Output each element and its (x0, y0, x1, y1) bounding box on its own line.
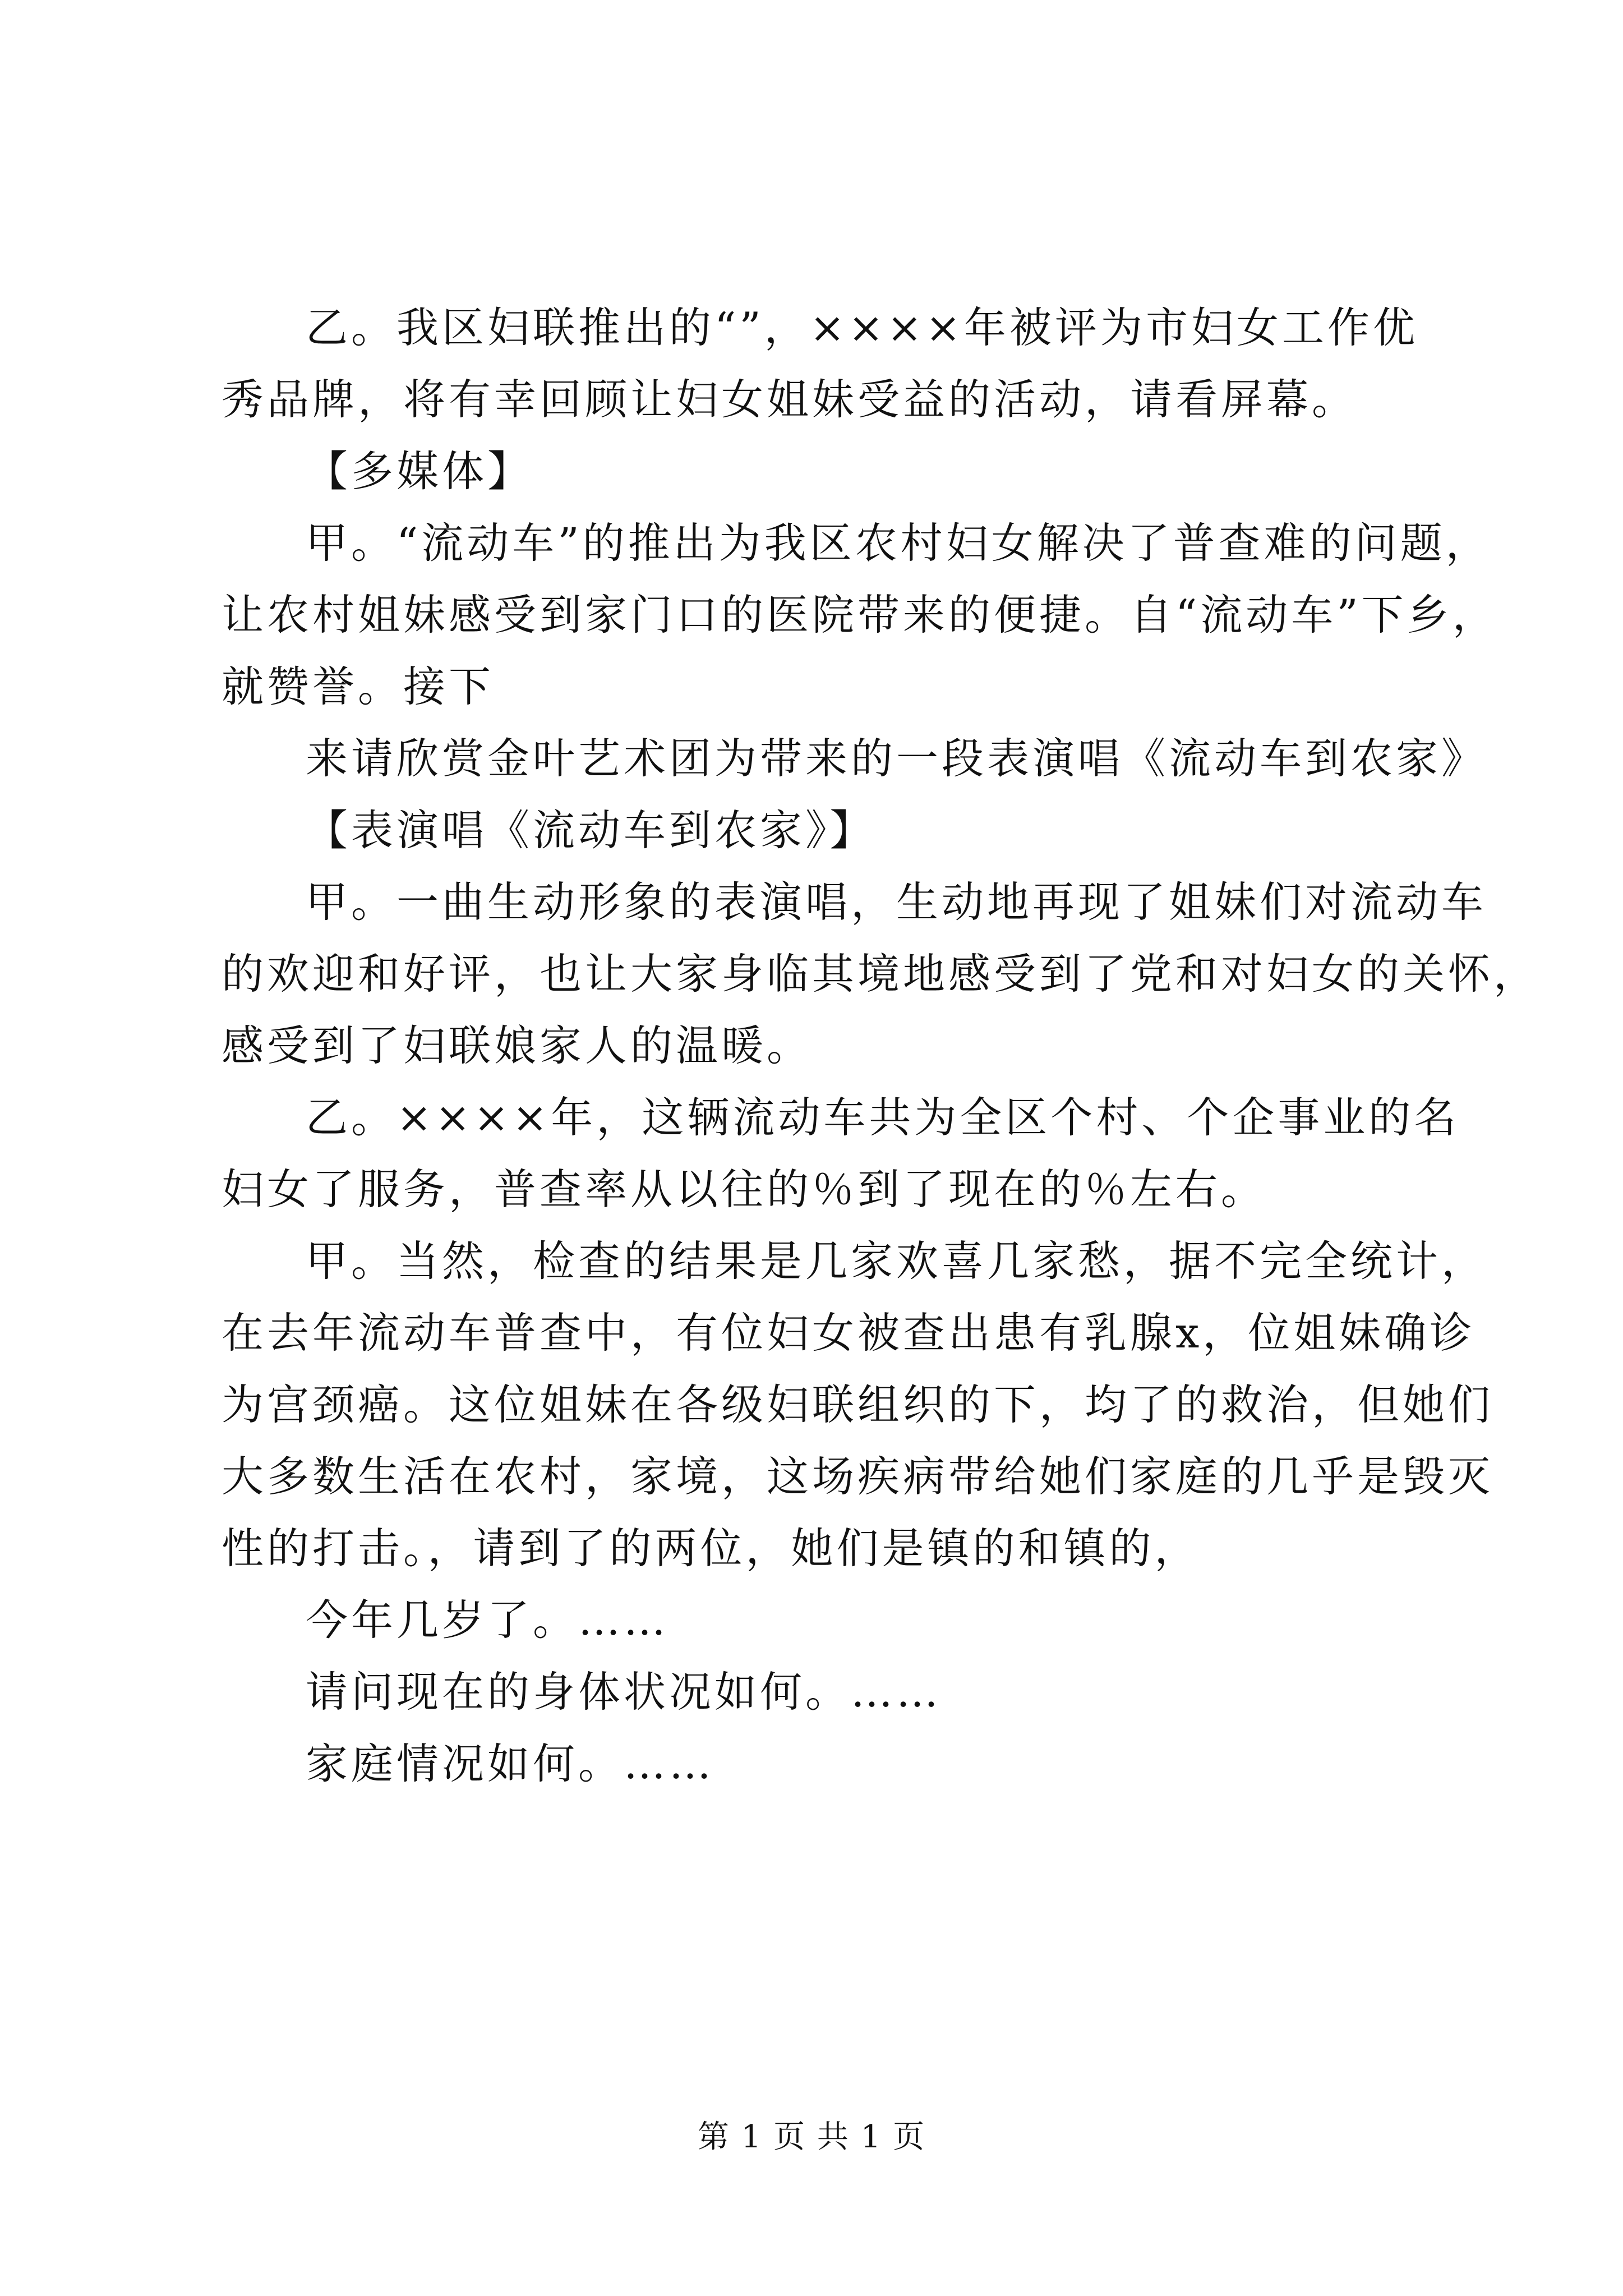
document-body (222, 292, 1539, 1800)
paragraph-line-9: 甲。一曲生动形象的表演唱，生动地再现了姐妹们对流动车 (306, 877, 1487, 927)
paragraph-line-11: 感受到了妇联娘家人的温暖。 (222, 1021, 813, 1070)
page-footer: 第 1 页 共 1 页 (697, 2119, 926, 2155)
paragraph-line-17: 大多数生活在农村，家境，这场疾病带给她们家庭的几乎是毁灭 (222, 1452, 1494, 1501)
question-line-age: 今年几岁了。…… (306, 1595, 670, 1645)
section-label-multimedia: 【多媒体】 (306, 447, 533, 496)
section-label-performance: 【表演唱《流动车到农家》】 (306, 806, 875, 855)
paragraph-line-14: 甲。当然，检查的结果是几家欢喜几家愁，据不完全统计， (306, 1236, 1487, 1286)
paragraph-line-5: 让农村姐妹感受到家门口的医院带来的便捷。自“流动车”下乡， (222, 590, 1498, 639)
question-line-health: 请问现在的身体状况如何。…… (306, 1667, 942, 1717)
paragraph-line-6: 就赞誉。接下 (222, 662, 495, 711)
paragraph-line-10: 的欢迎和好评，也让大家身临其境地感受到了党和对妇女的关怀， (222, 949, 1539, 999)
paragraph-line-7: 来请欣赏金叶艺术团为带来的一段表演唱《流动车到农家》 (306, 734, 1487, 783)
question-line-family: 家庭情况如何。…… (306, 1739, 715, 1788)
paragraph-line-4: 甲。“流动车”的推出为我区农村妇女解决了普查难的问题， (306, 518, 1491, 568)
paragraph-line-13: 妇女了服务，普查率从以往的％到了现在的％左右。 (222, 1165, 1267, 1214)
paragraph-line-12: 乙。××××年，这辆流动车共为全区个村、个企事业的名 (306, 1093, 1460, 1142)
paragraph-line-18: 性的打击。，请到了的两位，她们是镇的和镇的， (222, 1524, 1200, 1573)
paragraph-line-1: 乙。我区妇联推出的“”，××××年被评为市妇女工作优 (306, 303, 1419, 352)
paragraph-line-15: 在去年流动车普查中，有位妇女被查出患有乳腺x，位姐妹确诊 (222, 1308, 1476, 1358)
paragraph-line-16: 为宫颈癌。这位姐妹在各级妇联组织的下，均了的救治，但她们 (222, 1380, 1494, 1429)
paragraph-line-2: 秀品牌，将有幸回顾让妇女姐妹受益的活动，请看屏幕。 (222, 375, 1358, 424)
